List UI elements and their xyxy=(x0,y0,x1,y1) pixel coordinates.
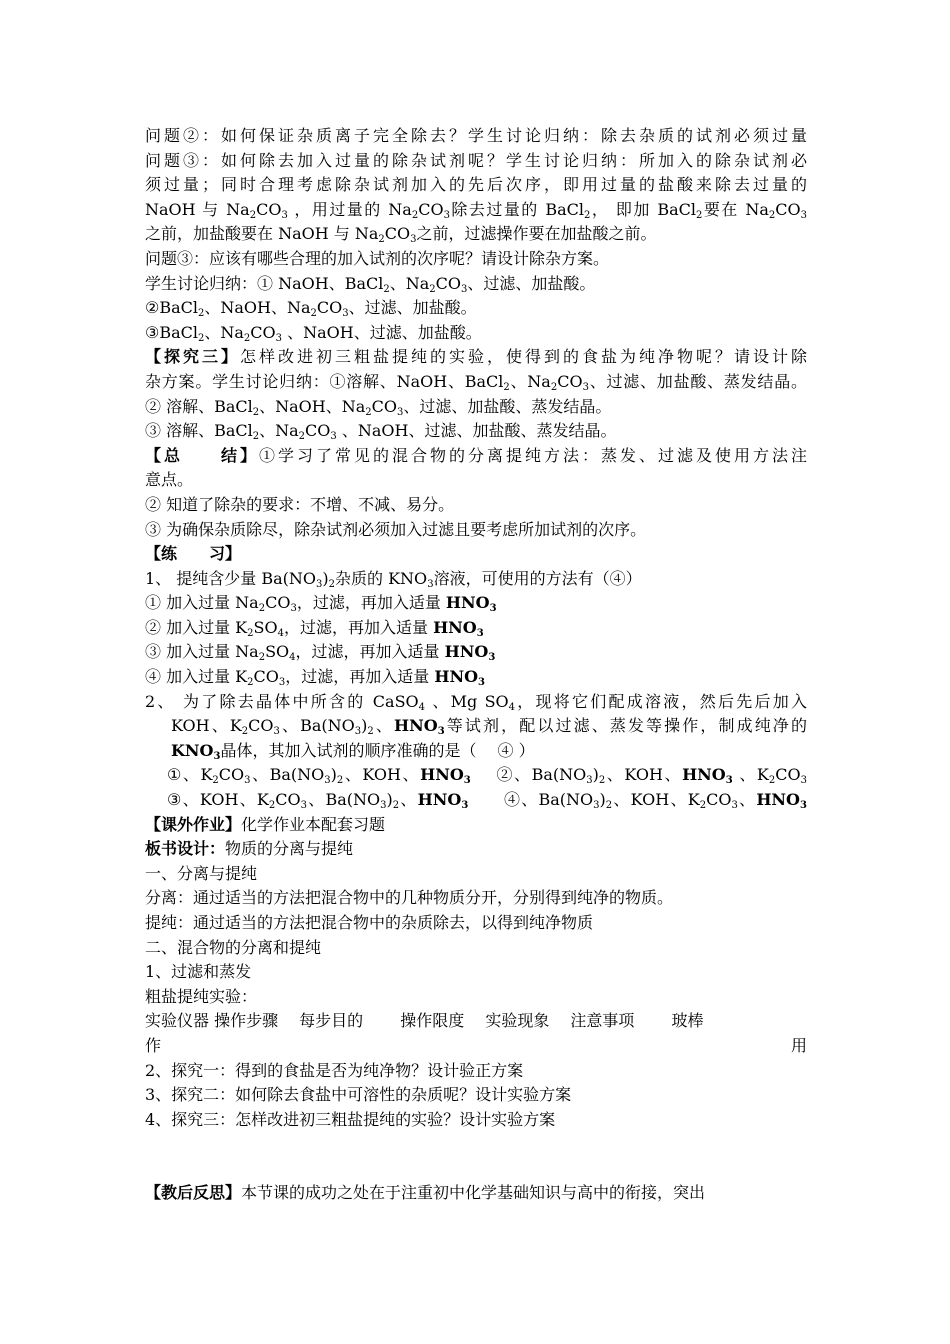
text-line xyxy=(145,419,807,444)
subscript: 2 xyxy=(583,209,591,221)
text-line xyxy=(145,739,807,764)
subscript: 3 xyxy=(300,800,307,812)
subscript: 2 xyxy=(328,578,336,590)
text-run: 、NaOH、过滤、加盐酸。 xyxy=(282,322,482,342)
subscript: 3 xyxy=(478,677,485,689)
document-body xyxy=(145,124,807,1206)
text-run: 分离：通过适当的方法把混合物中的几种物质分开，分别得到纯净的物质。 xyxy=(145,888,674,908)
text-run: 、过滤、加盐酸。 xyxy=(348,298,477,318)
subscript: 3 xyxy=(278,677,286,689)
text-run: ③ 溶解、BaCl xyxy=(145,421,253,441)
text-line xyxy=(145,788,807,813)
subscript: 2 xyxy=(247,627,254,639)
text-run: 之前，过滤操作要在加盐酸之前。 xyxy=(416,224,657,244)
text-run: 作用 xyxy=(145,1035,807,1055)
text-run: 、Ba(NO xyxy=(306,790,381,810)
text-run: HNO xyxy=(420,765,464,785)
subscript: 4 xyxy=(508,701,516,713)
text-line xyxy=(145,567,807,592)
text-run: ， 即加 BaCl xyxy=(590,199,696,219)
text-run: 、KOH、 xyxy=(343,765,421,785)
text-run: 、 xyxy=(373,716,395,736)
text-run: 溶液，可使用的方法有（④） xyxy=(433,568,642,588)
text-run: CO xyxy=(218,765,245,785)
text-run: 一、分离与提纯 xyxy=(145,863,258,883)
text-line xyxy=(145,1083,807,1108)
text-run: CO xyxy=(256,199,282,219)
text-run: 粗盐提纯实验： xyxy=(145,986,258,1006)
subscript: 3 xyxy=(437,726,445,738)
text-run: 怎样改进初三粗盐提纯的实验，使得到的食盐为纯净物呢？请设计除 xyxy=(240,347,807,367)
text-run: ② 溶解、BaCl xyxy=(145,396,253,416)
text-run: CO xyxy=(775,199,801,219)
text-line xyxy=(145,173,807,198)
text-line xyxy=(145,911,807,936)
text-run: CO xyxy=(371,396,398,416)
text-line xyxy=(145,837,807,862)
text-run: 【总 结】 xyxy=(145,445,259,465)
text-run: 、KOH、K xyxy=(612,790,700,810)
text-run: ，过滤，再加入适量 xyxy=(283,617,434,637)
text-line xyxy=(145,370,807,395)
text-run: ②BaCl xyxy=(145,298,198,318)
text-run: ) xyxy=(330,765,337,785)
text-line xyxy=(145,1059,807,1084)
text-run: 晶体，其加入试剂的顺序准确的是（ ④ ） xyxy=(220,740,535,760)
text-line xyxy=(145,763,807,788)
text-run: ，过滤，再加入适量 xyxy=(296,593,446,613)
text-run: NaOH 与 Na xyxy=(145,199,250,219)
text-line xyxy=(145,640,807,665)
text-run: CO xyxy=(706,790,732,810)
text-line xyxy=(145,198,807,223)
subscript: 2 xyxy=(598,775,606,787)
text-line xyxy=(145,1108,807,1133)
text-run: 物质的分离与提纯 xyxy=(225,839,354,859)
subscript: 3 xyxy=(725,775,733,787)
text-run: 4、探究三：怎样改进初三粗盐提纯的实验？设计实验方案 xyxy=(145,1109,556,1129)
subscript: 3 xyxy=(731,800,738,812)
text-run: ③ 加入过量 Na xyxy=(145,642,259,662)
subscript: 3 xyxy=(330,431,337,443)
subscript: 3 xyxy=(342,308,349,320)
subscript: 2 xyxy=(241,726,249,738)
text-run: ③BaCl xyxy=(145,322,198,342)
text-run: CO xyxy=(418,199,444,219)
subscript: 2 xyxy=(768,209,776,221)
subscript: 2 xyxy=(247,677,254,689)
text-line xyxy=(145,985,807,1010)
subscript: 2 xyxy=(696,209,703,221)
subscript: 2 xyxy=(411,209,419,221)
text-run: ②、Ba(NO xyxy=(470,765,587,785)
text-run: ) xyxy=(386,790,393,810)
subscript: 2 xyxy=(298,431,306,443)
text-run: 2、 为了除去晶体中所含的 CaSO xyxy=(145,691,419,711)
subscript: 3 xyxy=(800,800,807,812)
subscript: 3 xyxy=(476,627,484,639)
text-run: CO xyxy=(248,716,274,736)
text-run: ④、Ba(NO xyxy=(468,790,594,810)
subscript: 2 xyxy=(252,406,260,418)
text-run: 、 xyxy=(737,790,757,810)
subscript: 2 xyxy=(392,800,400,812)
subscript: 3 xyxy=(273,726,280,738)
subscript: 2 xyxy=(365,406,372,418)
text-run: ) xyxy=(361,716,368,736)
text-run: 、K xyxy=(732,765,769,785)
subscript: 3 xyxy=(461,283,468,295)
text-run: 提纯：通过适当的方法把混合物中的杂质除去，以得到纯净物质 xyxy=(145,913,594,932)
subscript: 3 xyxy=(410,234,417,246)
text-run: 、Na xyxy=(259,421,299,441)
text-line xyxy=(145,296,807,321)
text-run: 板书设计： xyxy=(145,839,226,859)
text-run: 、NaOH、过滤、加盐酸、蒸发结晶。 xyxy=(336,421,617,441)
text-run: SO xyxy=(265,642,290,662)
text-run: 本节课的成功之处在于注重初中化学基础知识与高中的衔接，突出 xyxy=(241,1183,706,1203)
text-line xyxy=(145,247,807,272)
text-run: ，用过量的 Na xyxy=(287,199,412,219)
subscript: 2 xyxy=(243,332,251,344)
text-run: CO xyxy=(250,322,276,342)
subscript: 2 xyxy=(198,308,205,320)
text-run: CO xyxy=(384,224,411,244)
subscript: 2 xyxy=(310,308,317,320)
text-run: HNO xyxy=(417,790,462,810)
text-run: 、KOH、 xyxy=(605,765,683,785)
text-run: ①、K xyxy=(167,765,213,785)
subscript: 2 xyxy=(212,775,219,787)
subscript: 2 xyxy=(258,603,266,615)
text-run: CO xyxy=(316,298,343,318)
text-line xyxy=(145,591,807,616)
subscript: 3 xyxy=(324,775,331,787)
subscript: 3 xyxy=(244,775,251,787)
text-line xyxy=(145,862,807,887)
text-run: ③ 为确保杂质除尽，除杂试剂必须加入过滤且要考虑所加试剂的次序。 xyxy=(145,519,647,539)
subscript: 2 xyxy=(378,234,385,246)
text-run: 问题③：应该有哪些合理的加入试剂的次序呢？请设计除杂方案。 xyxy=(145,248,610,268)
subscript: 2 xyxy=(268,800,276,812)
text-run: 、Na xyxy=(509,371,551,391)
text-run: 、NaOH、Na xyxy=(259,396,366,416)
subscript: 3 xyxy=(290,603,297,615)
text-run: 杂方案。学生讨论归纳：①溶解、NaOH、BaCl xyxy=(145,371,504,391)
subscript: 2 xyxy=(699,800,707,812)
text-run: CO xyxy=(253,667,279,687)
text-run: 学生讨论归纳：① NaOH、BaCl xyxy=(145,273,384,293)
subscript: 3 xyxy=(582,381,589,393)
subscript: 3 xyxy=(275,332,283,344)
text-run: ④ 加入过量 K xyxy=(145,667,248,687)
text-run: 实验仪器 操作步骤 每步目的 操作限度 实验现象 注意事项 玻棒 xyxy=(145,1011,704,1031)
subscript: 2 xyxy=(198,332,205,344)
text-line xyxy=(145,222,807,247)
text-run: 1、 提纯含少量 Ba(NO xyxy=(145,568,317,588)
text-run: HNO xyxy=(445,593,490,613)
text-run: 、Ba(NO xyxy=(279,716,355,736)
text-line xyxy=(145,518,807,543)
subscript: 2 xyxy=(252,431,260,443)
blank-gap xyxy=(145,1132,807,1181)
text-run: ，过滤，再加入适量 xyxy=(295,642,445,662)
subscript: 2 xyxy=(367,726,374,738)
subscript: 3 xyxy=(397,406,404,418)
text-run: 二、混合物的分离和提纯 xyxy=(145,937,322,957)
text-run: CO xyxy=(775,765,801,785)
text-run: 【练 习】 xyxy=(145,544,242,564)
subscript: 3 xyxy=(443,209,450,221)
text-run: SO xyxy=(253,617,278,637)
text-run: 、Na xyxy=(204,322,244,342)
subscript: 3 xyxy=(463,775,471,787)
subscript: 3 xyxy=(586,775,593,787)
subscript: 3 xyxy=(354,726,362,738)
text-line xyxy=(145,272,807,297)
text-run: ①学习了常见的混合物的分离提纯方法：蒸发、过滤及使用方法注 xyxy=(259,445,807,465)
text-run: 【教后反思】 xyxy=(145,1183,242,1203)
text-run: 、过滤、加盐酸。 xyxy=(467,273,596,293)
text-run: 、NaOH、Na xyxy=(204,298,311,318)
text-run: 除去过量的 BaCl xyxy=(449,199,584,219)
subscript: 4 xyxy=(289,652,296,664)
text-run: 、Ba(NO xyxy=(250,765,325,785)
text-run: 意点。 xyxy=(145,470,194,490)
text-run: ，现将它们配成溶液，然后先后加入 xyxy=(515,691,807,711)
text-line xyxy=(145,813,807,838)
subscript: 2 xyxy=(768,775,776,787)
text-run: KNO xyxy=(171,740,214,760)
text-run: ，过滤，再加入适量 xyxy=(285,667,435,687)
text-run: 化学作业本配套习题 xyxy=(241,814,386,834)
subscript: 4 xyxy=(277,627,284,639)
text-run: HNO xyxy=(682,765,726,785)
text-line xyxy=(145,444,807,469)
text-line xyxy=(145,321,807,346)
text-run: HNO xyxy=(434,667,479,687)
text-line xyxy=(145,936,807,961)
text-run: CO xyxy=(305,421,331,441)
subscript: 3 xyxy=(380,800,387,812)
text-run: 须过量；同时合理考虑除杂试剂加入的先后次序，即用过量的盐酸来除去过量的 xyxy=(145,175,807,195)
text-line xyxy=(145,665,807,690)
text-line xyxy=(145,1181,807,1206)
text-run: HNO xyxy=(394,716,438,736)
text-run: 、Mg SO xyxy=(425,691,509,711)
text-run: KOH、K xyxy=(171,716,242,736)
text-run: CO xyxy=(435,273,462,293)
text-run: ) xyxy=(592,765,599,785)
text-line xyxy=(145,542,807,567)
text-run: 、 xyxy=(399,790,418,810)
text-run: ② 知道了除杂的要求：不增、不减、易分。 xyxy=(145,494,455,514)
text-line xyxy=(145,690,807,715)
text-run: 1、过滤和蒸发 xyxy=(145,962,252,982)
text-line xyxy=(145,468,807,493)
text-run: 要在 Na xyxy=(702,199,769,219)
text-run: 之前，加盐酸要在 NaOH 与 Na xyxy=(145,224,379,244)
text-line xyxy=(145,1009,807,1034)
subscript: 2 xyxy=(383,283,390,295)
subscript: 3 xyxy=(281,209,288,221)
text-run: ③、KOH、K xyxy=(167,790,269,810)
subscript: 2 xyxy=(429,283,436,295)
text-line xyxy=(145,886,807,911)
subscript: 2 xyxy=(503,381,510,393)
subscript: 3 xyxy=(427,578,434,590)
text-run: ① 加入过量 Na xyxy=(145,593,259,613)
subscript: 3 xyxy=(800,209,807,221)
subscript: 2 xyxy=(550,381,558,393)
text-run: 3、探究二：如何除去食盐中可溶性的杂质呢？设计实验方案 xyxy=(145,1085,572,1105)
text-line xyxy=(145,714,807,739)
text-run: 【课外作业】 xyxy=(145,814,242,834)
text-line xyxy=(145,960,807,985)
subscript: 3 xyxy=(593,800,600,812)
text-run: HNO xyxy=(444,642,489,662)
subscript: 4 xyxy=(418,701,426,713)
subscript: 3 xyxy=(316,578,323,590)
text-run: 问题②：如何保证杂质离子完全除去？学生讨论归纳：除去杂质的试剂必须过量 xyxy=(145,126,807,145)
subscript: 3 xyxy=(800,775,807,787)
subscript: 3 xyxy=(489,603,497,615)
text-run: 、过滤、加盐酸、蒸发结晶。 xyxy=(588,371,807,391)
text-run: 、Na xyxy=(389,273,430,293)
text-line xyxy=(145,149,807,174)
text-run: CO xyxy=(275,790,301,810)
text-run: 2、探究一：得到的食盐是否为纯净物？设计验正方案 xyxy=(145,1060,524,1080)
text-line xyxy=(145,124,807,149)
text-run: ② 加入过量 K xyxy=(145,617,248,637)
text-run: 、过滤、加盐酸、蒸发结晶。 xyxy=(403,396,612,416)
text-run: 问题③：如何除去加入过量的除杂试剂呢？学生讨论归纳：所加入的除杂试剂必 xyxy=(145,150,807,170)
text-line xyxy=(145,1034,807,1059)
text-run: HNO xyxy=(433,617,477,637)
subscript: 3 xyxy=(461,800,469,812)
subscript: 2 xyxy=(605,800,613,812)
subscript: 2 xyxy=(249,209,257,221)
text-line xyxy=(145,345,807,370)
text-run: ) xyxy=(599,790,606,810)
subscript: 2 xyxy=(258,652,266,664)
text-run: 杂质的 KNO xyxy=(335,568,428,588)
subscript: 3 xyxy=(488,652,496,664)
text-run: 【探究三】 xyxy=(145,347,240,367)
text-run: CO xyxy=(265,593,291,613)
text-line xyxy=(145,395,807,420)
subscript: 3 xyxy=(213,750,221,762)
text-run: 等试剂，配以过滤、蒸发等操作，制成纯净的 xyxy=(444,716,807,736)
text-run: CO xyxy=(557,371,583,391)
text-run: HNO xyxy=(756,790,800,810)
text-line xyxy=(145,616,807,641)
subscript: 2 xyxy=(336,775,344,787)
text-line xyxy=(145,493,807,518)
text-run: ) xyxy=(322,568,329,588)
